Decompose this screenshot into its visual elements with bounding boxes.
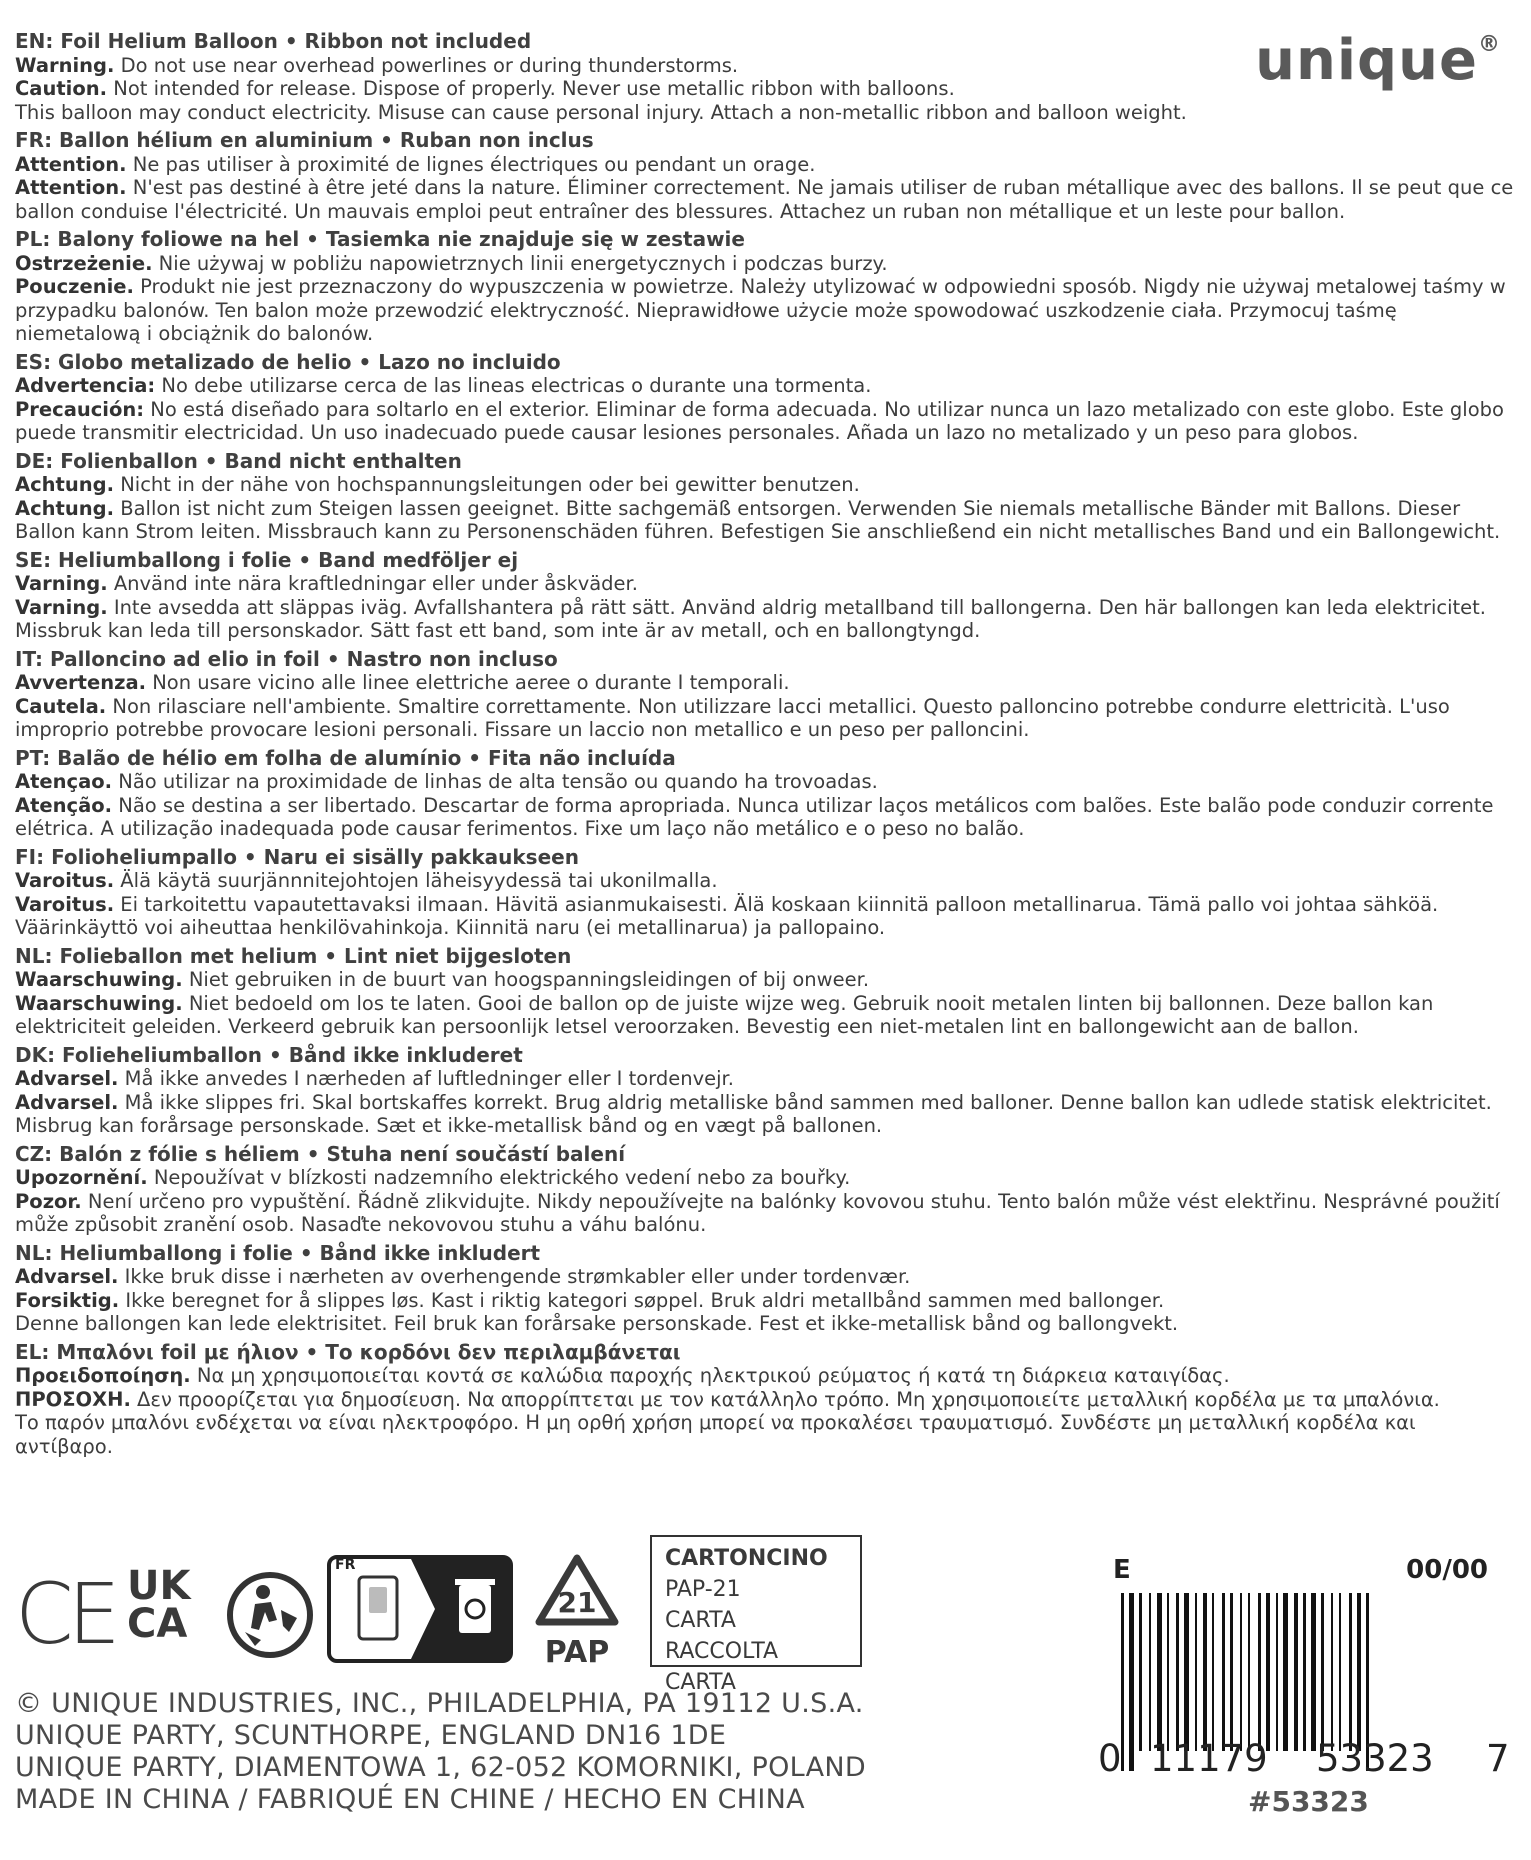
line-label: Waarschuwing. [15,968,183,991]
line-text: Inte avsedda att släppas iväg. Avfallshantera på rätt sätt. Använd aldrig metallband till ballongerna. Den här ballongen kan leda elektricitet. Missbruk kan leda till personskador. Sätt fast ett band, som inte är av metall, och en ballongtyngd. [15,595,1486,642]
section-title: CZ: Balón z fólie s héliem • Stuha není součástí balení [15,1141,626,1166]
warning-section [15,1143,1515,1237]
section-line [15,77,1515,101]
barcode-bar [1157,1593,1162,1751]
line-text: Δεν προορίζεται για δημοσίευση. Να απορρίπτεται με τον κατάλληλο τρόπο. Μη χρησιμοποιείτε μεταλλική κορδέλα με τα μπαλόνια. [130,1387,1440,1411]
section-line [15,1265,1515,1289]
barcode-bar [1139,1593,1142,1751]
barcode-bar [1240,1593,1242,1751]
line-label: Varning. [15,572,108,595]
line-text: No debe utilizarse cerca de las lineas electricas o durante una tormenta. [155,374,872,397]
section-line [15,770,1515,794]
section-line [15,275,1515,346]
line-text: Nicht in der nähe von hochspannungsleitungen oder bei gewitter benutzen. [114,473,860,496]
line-label: Attention. [15,176,127,199]
warning-section [15,351,1515,445]
line-label: Achtung. [15,473,114,496]
warning-section [15,129,1515,223]
section-line [15,968,1515,992]
barcode-bar [1230,1593,1233,1751]
section-title: NL: Heliumballong i folie • Bånd ikke inkludert [15,1240,541,1265]
certification-marks [15,1525,865,1695]
barcode-bar [1331,1593,1333,1751]
date-code: 00/00 [1406,1555,1488,1585]
line-label: Atençao. [15,770,113,793]
barcode-group-right: 53323 [1316,1737,1434,1780]
svg-text:21: 21 [557,1586,597,1619]
line-text: Non usare vicino alle linee elettriche aeree o durante I temporali. [146,671,790,694]
section-line [15,1312,1515,1336]
section-title: ES: Globo metalizado de helio • Lazo no incluido [15,349,561,374]
line-text: Não se destina a ser libertado. Descartar de forma apropriada. Nunca utilizar laços metálicos com balões. Este balão pode conduzir corrente elétrica. A utilização inadequada pode causar ferimentos. Fixe um laço não metálico e o peso no balão. [15,793,1494,840]
line-label: Pozor. [15,1189,82,1213]
line-label: Advarsel. [15,1067,119,1090]
recycling-triangle-icon [525,1550,630,1670]
section-line [15,869,1515,893]
section-line [15,153,1515,177]
section-title: NL: Folieballon met helium • Lint niet bijgesloten [15,943,572,968]
section-title: DK: Folieheliumballon • Bånd ikke inkluderet [15,1042,523,1067]
barcode-bar [1176,1593,1179,1751]
section-line [15,473,1515,497]
barcode-bar [1276,1593,1278,1751]
section-line [15,1190,1515,1237]
section-line [15,1067,1515,1091]
barcode-bar [1294,1593,1298,1751]
line-text: Må ikke slippes fri. Skal bortskaffes korrekt. Brug aldrig metalliske bånd sammen med balloner. Denne ballon kan udlede statisk elektricitet. Misbrug kan forårsage personskade. Sæt et ikke-metallisk bånd og en vægt på ballonen. [15,1090,1492,1137]
barcode-group-left: 11179 [1150,1737,1268,1780]
line-text: Denne ballongen kan lede elektrisitet. Feil bruk kan forårsake personskade. Fest et ikke-metallisk bånd og ballongvekt. [15,1312,1179,1335]
line-text: Není určeno pro vypuštění. Řádně zlikvidujte. Nikdy nepoužívejte na balónky kovovou stuhu. Tento balón může vést elektřinu. Nesprávné použití může způsobit zranění osob. Nasaďte nekovovou stuhu a váhu balónu. [15,1189,1500,1236]
section-line [15,992,1515,1039]
warning-sections [15,30,1515,1463]
triman-recycling-icon [225,1570,315,1660]
section-line [15,374,1515,398]
line-label: Cautela. [15,694,107,718]
section-line [15,252,1515,276]
line-label: Varning. [15,595,108,619]
line-label: Waarschuwing. [15,991,183,1015]
section-line [15,398,1515,445]
line-text: Må ikke anvedes I nærheden af luftledninger eller I tordenvejr. [118,1067,734,1090]
barcode-bar [1283,1593,1288,1751]
item-number: #53323 [1248,1785,1369,1818]
section-line [15,671,1515,695]
line-label: Varoitus. [15,869,115,892]
info-tri-icon: FR [327,1555,513,1663]
line-text: Το παρόν μπαλόνι ενδέχεται να είναι ηλεκτροφόρο. Η μη ορθή χρήση μπορεί να προκαλέσει τραυματισμό. Συνδέστε μη μεταλλική κορδέλα και αντίβαρο. [15,1411,1416,1458]
barcode-bar [1303,1593,1306,1751]
line-text: Να μη χρησιμοποιείται κοντά σε καλώδια παροχής ηλεκτρικού ρεύματος ή κατά τη διάρκεια καταιγίδας. [190,1364,1230,1387]
line-label: ΠΡΟΣΟΧΗ. [15,1387,131,1411]
line-text: Niet gebruiken in de buurt van hoogspanningsleidingen of bij onweer. [182,968,870,991]
section-line [15,572,1515,596]
warning-section [15,1044,1515,1138]
line-label: Advarsel. [15,1265,119,1288]
barcode-bar [1222,1593,1225,1751]
section-line [15,1166,1515,1190]
line-text: Älä käytä suurjännnitejohtojen läheisyydessä tai ukonilmalla. [114,869,718,892]
section-title: SE: Heliumballong i folie • Band medföljer ej [15,547,519,572]
section-title: FR: Ballon hélium en aluminium • Ruban non inclus [15,128,594,152]
line-label: Advertencia: [15,374,156,397]
barcode-bar [1184,1593,1189,1751]
section-line [15,1388,1515,1412]
line-text: Not intended for release. Dispose of properly. Never use metallic ribbon with balloons. [107,77,955,100]
line-text: Produkt nie jest przeznaczony do wypuszczenia w powietrze. Należy utylizować w odpowiedni sposób. Nigdy nie używaj metalowej taśmy w przypadku balonów. Ten balon może przewodzić elektryczność. Nieprawidłowe użycie może spowodować uszkodzenie ciała. Przymocuj taśmę niemetalową i obciążnik do balonów. [15,275,1506,345]
line-label: Pouczenie. [15,275,134,298]
line-text: This balloon may conduct electricity. Misuse can cause personal injury. Attach a non-metallic ribbon and balloon weight. [15,100,1187,124]
line-text: Non rilasciare nell'ambiente. Smaltire correttamente. Non utilizzare lacci metallici. Questo palloncino potrebbe condurre elettricità. L'uso improprio potrebbe provocare lesioni personali. Fissare un laccio non metallico e un peso per palloncini. [15,694,1450,741]
barcode-bar [1321,1593,1324,1751]
bin-bag-icon [331,1559,509,1659]
barcode-digit-first: 0 [1098,1737,1122,1780]
line-text: No está diseñado para soltarlo en el exterior. Eliminar de forma adecuada. No utilizar nunca un lazo metalizado con este globo. Este globo puede transmitir electricidad. Un uso inadecuado puede causar lesiones personales. Añada un lazo no metalizado y un peso para globos. [15,397,1504,444]
barcode-bar [1311,1593,1316,1751]
warning-section [15,747,1515,841]
line-text: Nie używaj w pobliżu napowietrznych linii energetycznych i podczas burzy. [152,251,888,275]
line-text: Ei tarkoitettu vapautettavaksi ilmaan. Hävitä asianmukaisesti. Älä koskaan kiinnitä palloon metallinarua. Tämä pallo voi johtaa sähköä. Väärinkäyttö voi aiheuttaa henkilövahinkoja. Kiinnitä naru (ei metallinarua) ja pallopaino. [15,892,1439,939]
line-label: Warning. [15,53,115,77]
ce-mark: CE [15,1565,115,1663]
line-label: Precaución: [15,397,145,421]
section-line [15,695,1515,742]
barcode-prefix: E [1113,1555,1131,1585]
line-label: Caution. [15,77,108,100]
barcode-bar [1212,1593,1214,1751]
section-line [15,54,1515,78]
line-label: Avvertenza. [15,671,147,694]
barcode-digit-last: 7 [1486,1737,1510,1780]
section-line [15,1091,1515,1138]
warning-section [15,945,1515,1039]
line-text: Ikke beregnet for å slippes løs. Kast i riktig kategori søppel. Bruk aldri metallbånd sammen med ballonger. [119,1288,1165,1312]
line-text: Ballon ist nicht zum Steigen lassen geeignet. Bitte sachgemäß entsorgen. Verwenden Sie niemals metallische Bänder mit Ballons. Dieser Ballon kann Strom leiten. Missbrauch kann zu Personenschäden führen. Befestigen Sie anschließend ein nicht metallisches Band und ein Ballongewicht. [15,496,1501,543]
line-text: Do not use near overhead powerlines or during thunderstorms. [114,53,739,77]
warning-section [15,228,1515,346]
line-label: Achtung. [15,496,114,520]
section-line [15,101,1515,125]
svg-text:PAP: PAP [544,1635,610,1670]
barcode-bar [1258,1593,1261,1751]
warning-section [15,648,1515,742]
barcode-bar [1195,1593,1197,1751]
line-text: Ne pas utiliser à proximité de lignes électriques ou pendant un orage. [126,152,816,176]
barcode-bar [1167,1593,1169,1751]
section-title: IT: Palloncino ad elio in foil • Nastro non incluso [15,646,558,671]
line-text: Não utilizar na proximidade de linhas de alta tensão ou quando ha trovoadas. [112,770,878,793]
section-line [15,596,1515,643]
line-label: Upozornění. [15,1166,148,1189]
warning-section [15,1242,1515,1336]
warning-section [15,450,1515,544]
section-title: PT: Balão de hélio em folha de alumínio • Fita não incluída [15,745,676,770]
warning-section [15,846,1515,940]
section-title: DE: Folienballon • Band nicht enthalten [15,448,462,473]
barcode-bar [1349,1593,1352,1751]
barcode-area [1098,1555,1518,1825]
line-label: Προειδοποίηση. [15,1364,191,1387]
section-title: EL: Μπαλόνι foil με ήλιον • Το κορδόνι δεν περιλαμβάνεται [15,1339,681,1364]
ukca-mark: UK CA [127,1563,191,1647]
section-title: PL: Balony foliowe na hel • Tasiemka nie znajduje się w zestawie [15,227,745,251]
line-text: N'est pas destiné à être jeté dans la nature. Éliminer correctement. Ne jamais utiliser de ruban métallique avec des ballons. Il se peut que ce ballon conduise l'électricité. Un mauvais emploi peut entraîner des blessures. Attachez un ruban non métallique et un leste pour ballon. [15,176,1514,223]
recycling-info-box: CARTONCINO PAP-21 CARTA RACCOLTA CARTA [650,1535,862,1667]
section-line [15,1364,1515,1388]
line-label: Advarsel. [15,1090,119,1114]
section-title: EN: Foil Helium Balloon • Ribbon not included [15,29,532,53]
section-line [15,497,1515,544]
section-line [15,893,1515,940]
brand-logo: unique® [1255,28,1501,93]
barcode-bar [1129,1593,1134,1771]
section-title: FI: Folioheliumpallo • Naru ei sisälly pakkaukseen [15,844,579,869]
line-label: Varoitus. [15,892,115,916]
line-label: Forsiktig. [15,1288,120,1312]
barcode-bar [1203,1593,1207,1751]
barcode-bar [1248,1593,1250,1751]
line-label: Attention. [15,152,127,176]
section-line [15,1289,1515,1313]
warning-section [15,1341,1515,1459]
line-text: Ikke bruk disse i nærheten av overhengende strømkabler eller under tordenvær. [118,1265,911,1288]
section-line [15,176,1515,223]
line-text: Använd inte nära kraftledningar eller under åskväder. [107,572,638,595]
section-line [15,1411,1515,1458]
barcode-bar [1339,1593,1341,1751]
warning-section [15,549,1515,643]
line-label: Ostrzeżenie. [15,251,153,275]
barcode-bar [1266,1593,1270,1751]
line-text: Nepoužívat v blízkosti nadzemního elektrického vedení nebo za bouřky. [147,1166,851,1189]
line-text: Niet bedoeld om los te laten. Gooi de ballon op de juiste wijze weg. Gebruik nooit metalen linten bij ballonnen. Deze ballon kan elektriciteit geleiden. Verkeerd gebruik kan persoonlijk letsel veroorzaken. Bevestig een niet-metalen lint en ballongewicht aan de ballon. [15,991,1434,1038]
warning-section [15,30,1515,124]
section-line [15,794,1515,841]
line-label: Atenção. [15,793,113,817]
barcode-bar [1149,1593,1151,1751]
barcode-bar [1357,1593,1361,1751]
manufacturer-info: © UNIQUE INDUSTRIES, INC., PHILADELPHIA, PA 19112 U.S.A. UNIQUE PARTY, SCUNTHORPE, ENGLAND DN16 1DE UNIQUE PARTY, DIAMENTOWA 1, 62-052 KOMORNIKI, POLAND MADE IN CHINA / FABRIQUÉ EN CHINE / HECHO EN CHINA [15,1688,866,1815]
